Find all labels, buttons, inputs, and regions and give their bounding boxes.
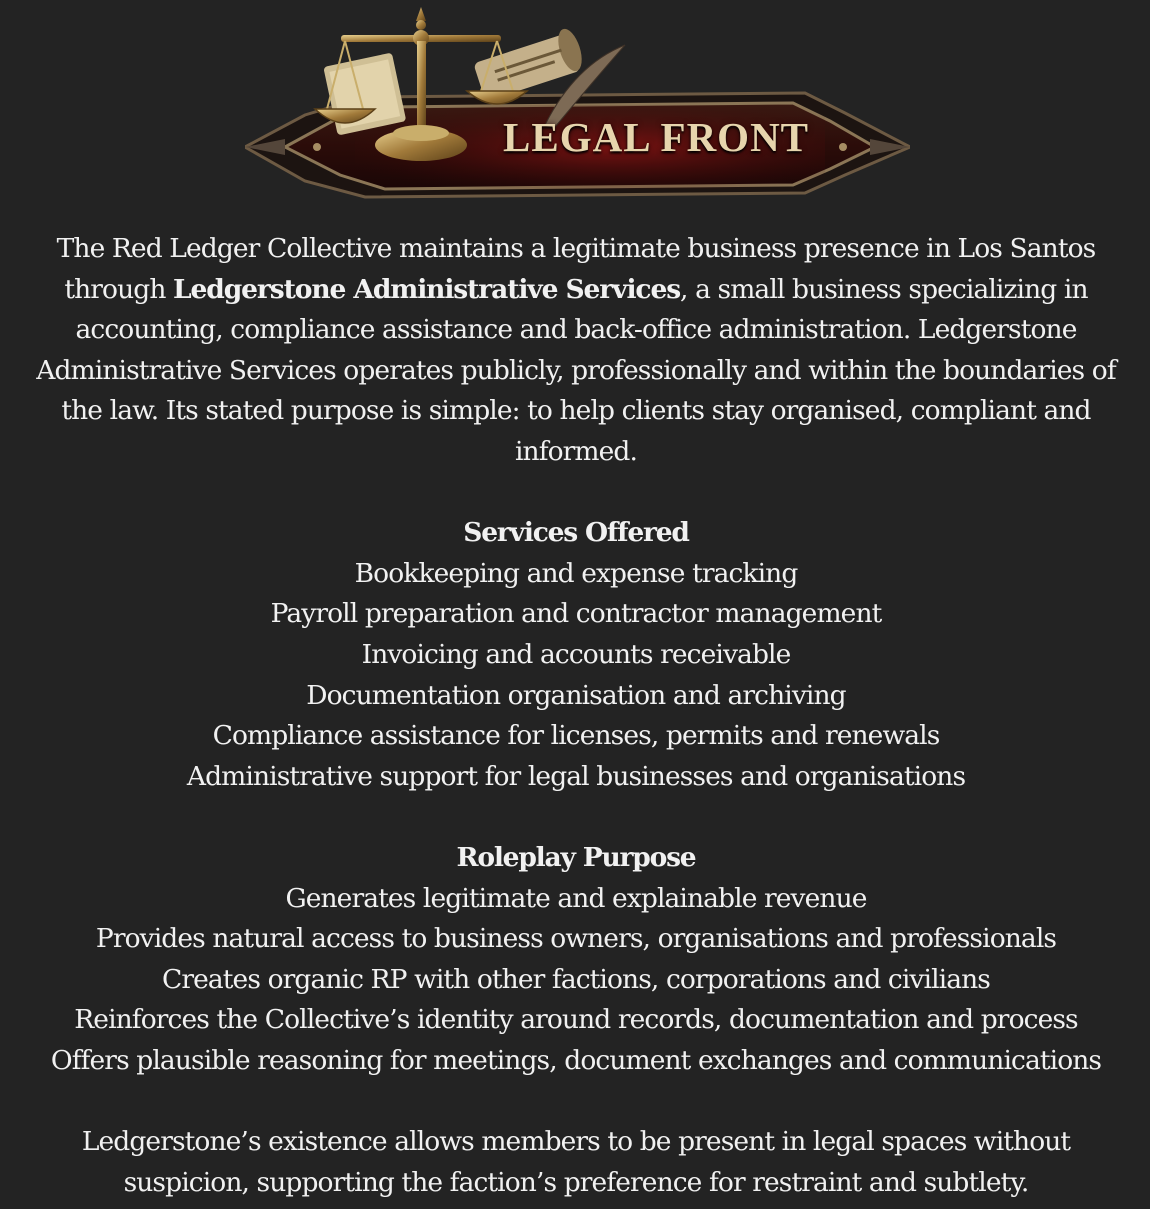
closing-paragraph: Ledgerstone’s existence allows members to be present in legal spaces without suspicion, supporting the faction’s preference for restraint and subtlety. [81, 1126, 1071, 1198]
legal-front-banner [245, 5, 910, 210]
legal-front-content [30, 229, 1122, 1203]
company-name: Ledgerstone Administrative Services [173, 273, 681, 305]
services-heading: Services Offered [463, 517, 689, 549]
intro-text-after: , a small business specializing in accounting, compliance assistance and back-office administration. Ledgerstone Administrative Services operates publicly, professionally and within the boundaries of the law. Its stated purpose is simple: to help clients stay organised, compliant and informed. [36, 273, 1116, 467]
roleplay-item: Generates legitimate and explainable revenue [285, 882, 867, 914]
roleplay-item: Offers plausible reasoning for meetings, document exchanges and communications [50, 1044, 1102, 1076]
services-item: Invoicing and accounts receivable [361, 638, 791, 670]
roleplay-item: Creates organic RP with other factions, corporations and civilians [161, 963, 990, 995]
intro-text-before: The Red Ledger Collective maintains a legitimate business presence in Los Santos through [56, 233, 1096, 305]
services-item: Compliance assistance for licenses, permits and renewals [212, 720, 940, 752]
services-item: Payroll preparation and contractor management [270, 598, 882, 630]
roleplay-item: Provides natural access to business owners, organisations and professionals [95, 923, 1057, 955]
services-section [30, 513, 1122, 797]
services-item: Bookkeeping and expense tracking [354, 557, 798, 589]
roleplay-heading: Roleplay Purpose [456, 841, 696, 873]
roleplay-item: Reinforces the Collective’s identity around records, documentation and process [74, 1004, 1078, 1036]
intro-paragraph [30, 229, 1122, 473]
services-item: Administrative support for legal businesses and organisations [186, 760, 966, 792]
roleplay-section [30, 838, 1122, 1082]
banner-frame [245, 5, 910, 210]
banner-title: LEGAL FRONT [503, 114, 810, 160]
services-item: Documentation organisation and archiving [306, 679, 846, 711]
